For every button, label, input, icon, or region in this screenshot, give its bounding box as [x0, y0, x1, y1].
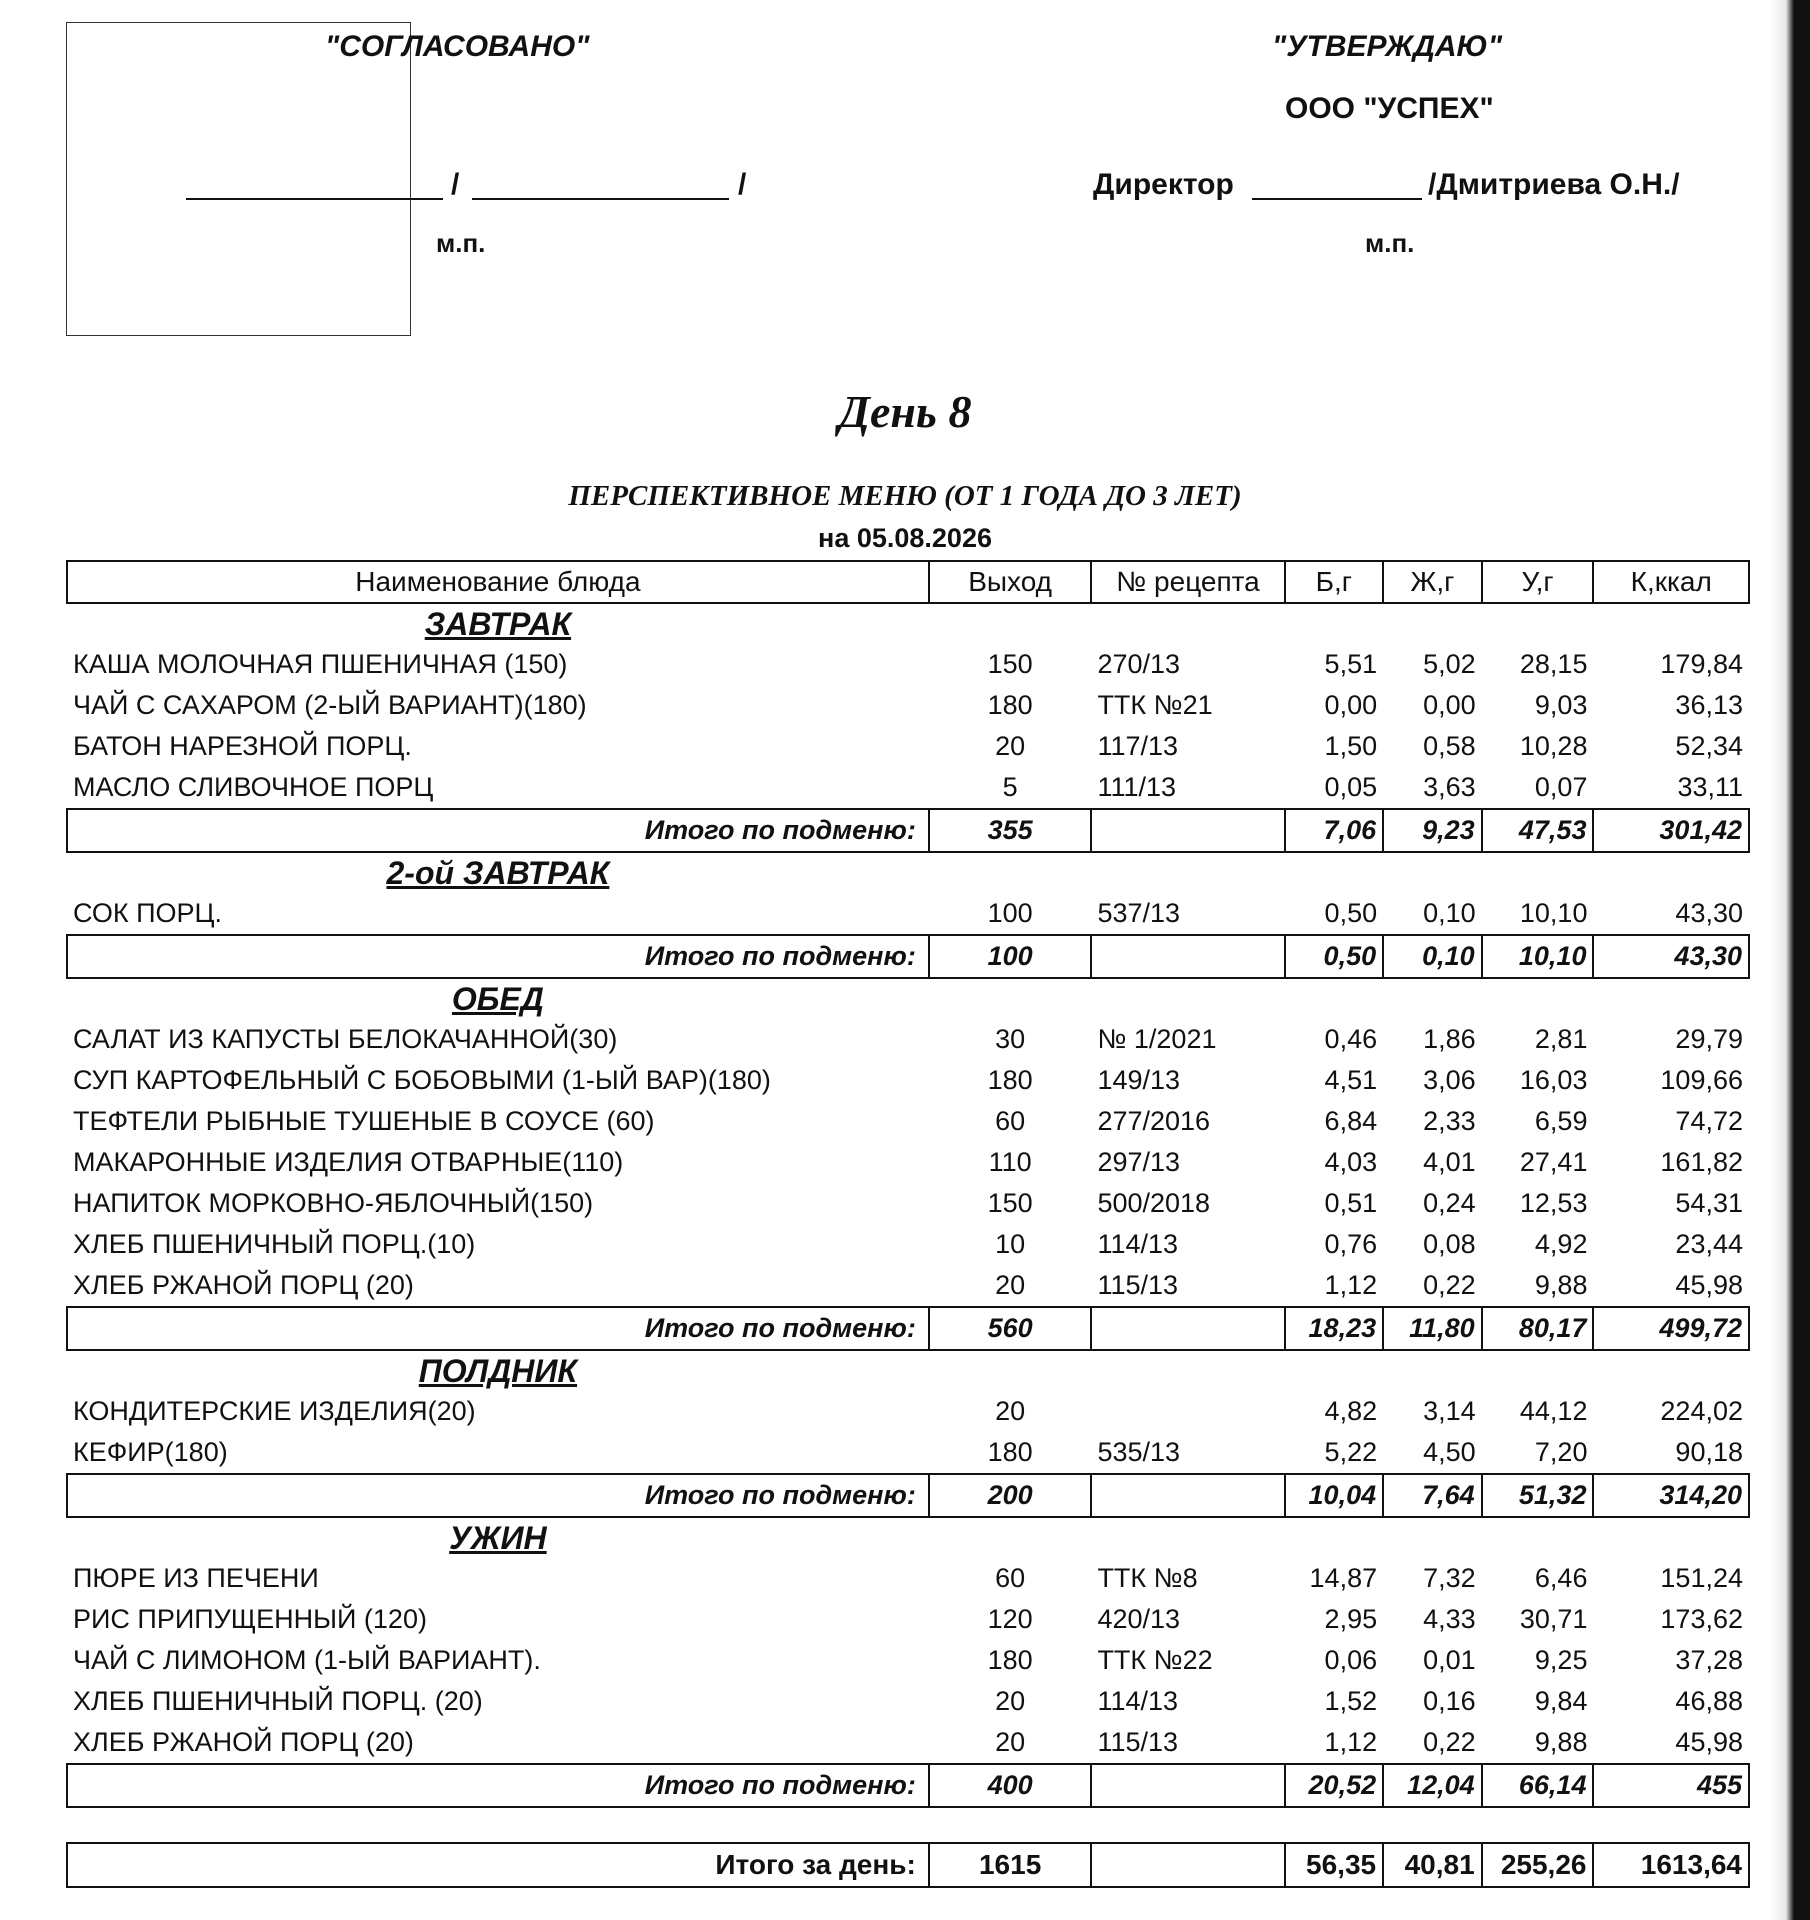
- table-row: [67, 1142, 1749, 1183]
- fat-value: 4,01: [1423, 1147, 1476, 1177]
- kcal-value: 173,62: [1660, 1604, 1743, 1634]
- table-row: [67, 1432, 1749, 1474]
- column-header: Выход: [929, 561, 1092, 603]
- empty-cell: [1593, 978, 1749, 1019]
- column-header: У,г: [1482, 561, 1594, 603]
- empty-cell: [1091, 1350, 1284, 1391]
- fat-value: 4,50: [1423, 1437, 1476, 1467]
- dish-name: ЧАЙ С САХАРОМ (2-ЫЙ ВАРИАНТ)(180): [73, 690, 587, 720]
- portion-output: 20: [995, 1270, 1026, 1300]
- carbs-value: 6,59: [1534, 1106, 1588, 1136]
- dish-name: ЧАЙ С ЛИМОНОМ (1-ЫЙ ВАРИАНТ).: [73, 1645, 541, 1675]
- table-row: [67, 644, 1749, 685]
- kcal-value: 45,98: [1675, 1270, 1743, 1300]
- fat-value: 5,02: [1423, 649, 1476, 679]
- kcal-value: 52,34: [1675, 731, 1743, 761]
- subtotal-label: Итого по подменю:: [67, 1307, 929, 1350]
- protein-value: 0,76: [1324, 1229, 1378, 1259]
- subtotal-row: [67, 1474, 1749, 1517]
- empty-cell: [1091, 1807, 1284, 1843]
- subtotal-protein: 7,06: [1285, 809, 1384, 852]
- kcal-value: 54,31: [1675, 1188, 1743, 1218]
- recipe-number: 149/13: [1097, 1065, 1181, 1095]
- stamp-box: [66, 22, 411, 336]
- dish-name: РИС ПРИПУЩЕННЫЙ (120): [73, 1604, 427, 1634]
- empty-cell: [1593, 852, 1749, 893]
- protein-value: 0,06: [1324, 1645, 1378, 1675]
- table-row: [67, 685, 1749, 726]
- dish-name: КАША МОЛОЧНАЯ ПШЕНИЧНАЯ (150): [73, 649, 568, 679]
- dish-name: ХЛЕБ ПШЕНИЧНЫЙ ПОРЦ.(10): [73, 1229, 476, 1259]
- subtotal-output: 100: [929, 935, 1092, 978]
- section-heading-row: [67, 1517, 1749, 1558]
- kcal-value: 161,82: [1660, 1147, 1743, 1177]
- recipe-number: 500/2018: [1097, 1188, 1211, 1218]
- table-row: [67, 1224, 1749, 1265]
- kcal-value: 33,11: [1677, 772, 1743, 802]
- menu-table: [66, 560, 1750, 1888]
- dish-name: СУП КАРТОФЕЛЬНЫЙ С БОБОВЫМИ (1-ЫЙ ВАР)(180): [73, 1065, 771, 1095]
- day-total-carbs: 255,26: [1482, 1843, 1594, 1887]
- day-total-recipe: [1091, 1843, 1284, 1887]
- subtotal-label: Итого по подменю:: [67, 935, 929, 978]
- subtotal-fat: 12,04: [1383, 1764, 1482, 1807]
- empty-cell: [1593, 1350, 1749, 1391]
- table-row: [67, 726, 1749, 767]
- subtotal-label: Итого по подменю:: [67, 1764, 929, 1807]
- carbs-value: 9,88: [1534, 1270, 1588, 1300]
- fat-value: 0,22: [1423, 1727, 1476, 1757]
- kcal-value: 46,88: [1675, 1686, 1743, 1716]
- kcal-value: 109,66: [1660, 1065, 1743, 1095]
- day-total-fat: 40,81: [1383, 1843, 1482, 1887]
- day-title: День 8: [838, 386, 972, 437]
- empty-cell: [1383, 1517, 1482, 1558]
- recipe-number: 114/13: [1097, 1686, 1179, 1716]
- director-name: /Дмитриева О.Н./: [1428, 168, 1680, 201]
- protein-value: 4,51: [1324, 1065, 1378, 1095]
- subtotal-label: Итого по подменю:: [67, 809, 929, 852]
- subtotal-carbs: 51,32: [1482, 1474, 1594, 1517]
- portion-output: 60: [995, 1106, 1026, 1136]
- subtotal-fat: 9,23: [1383, 809, 1482, 852]
- empty-cell: [1482, 1517, 1594, 1558]
- recipe-number: 535/13: [1097, 1437, 1181, 1467]
- carbs-value: 10,28: [1519, 731, 1588, 761]
- carbs-value: 4,92: [1534, 1229, 1588, 1259]
- table-row: [67, 1599, 1749, 1640]
- kcal-value: 179,84: [1660, 649, 1743, 679]
- empty-cell: [1383, 1350, 1482, 1391]
- protein-value: 1,52: [1324, 1686, 1378, 1716]
- recipe-number: 420/13: [1097, 1604, 1181, 1634]
- carbs-value: 9,25: [1534, 1645, 1588, 1675]
- signature-slash-2: /: [738, 168, 747, 201]
- subtotal-protein: 10,04: [1285, 1474, 1384, 1517]
- signature-line-2: [472, 198, 729, 200]
- empty-cell: [1285, 1350, 1384, 1391]
- carbs-value: 27,41: [1519, 1147, 1588, 1177]
- director-signature-line: [1252, 198, 1422, 200]
- carbs-value: 6,46: [1534, 1563, 1588, 1593]
- agreed-heading: "СОГЛАСОВАНО": [325, 30, 590, 63]
- dish-name: КОНДИТЕРСКИЕ ИЗДЕЛИЯ(20): [73, 1396, 476, 1426]
- dish-name: МАКАРОННЫЕ ИЗДЕЛИЯ ОТВАРНЫЕ(110): [73, 1147, 624, 1177]
- fat-value: 0,58: [1423, 731, 1476, 761]
- table-row: [67, 1019, 1749, 1060]
- empty-cell: [1091, 1517, 1284, 1558]
- fat-value: 3,14: [1423, 1396, 1476, 1426]
- kcal-value: 90,18: [1675, 1437, 1743, 1467]
- kcal-value: 36,13: [1675, 690, 1743, 720]
- subtotal-carbs: 10,10: [1482, 935, 1594, 978]
- menu-title: ПЕРСПЕКТИВНОЕ МЕНЮ (ОТ 1 ГОДА ДО 3 ЛЕТ): [568, 480, 1242, 512]
- portion-output: 180: [987, 1645, 1033, 1675]
- subtotal-carbs: 47,53: [1482, 809, 1594, 852]
- protein-value: 2,95: [1324, 1604, 1378, 1634]
- kcal-value: 29,79: [1675, 1024, 1743, 1054]
- subtotal-fat: 0,10: [1383, 935, 1482, 978]
- table-header-row: [67, 561, 1749, 603]
- subtotal-output: 355: [929, 809, 1092, 852]
- carbs-value: 44,12: [1519, 1396, 1588, 1426]
- subtotal-protein: 0,50: [1285, 935, 1384, 978]
- protein-value: 1,12: [1324, 1727, 1378, 1757]
- protein-value: 0,51: [1324, 1188, 1378, 1218]
- fat-value: 0,24: [1423, 1188, 1476, 1218]
- kcal-value: 224,02: [1660, 1396, 1743, 1426]
- carbs-value: 9,03: [1534, 690, 1588, 720]
- carbs-value: 28,15: [1519, 649, 1588, 679]
- table-row: [67, 1722, 1749, 1764]
- dish-name: ХЛЕБ РЖАНОЙ ПОРЦ (20): [73, 1270, 414, 1300]
- subtotal-recipe: [1091, 1307, 1284, 1350]
- subtotal-row: [67, 1307, 1749, 1350]
- section-title: УЖИН: [449, 1519, 547, 1556]
- protein-value: 4,82: [1324, 1396, 1378, 1426]
- kcal-value: 37,28: [1675, 1645, 1743, 1675]
- section-heading-row: [67, 603, 1749, 644]
- menu-date: на 05.08.2026: [818, 523, 992, 553]
- protein-value: 0,46: [1324, 1024, 1378, 1054]
- subtotal-output: 200: [929, 1474, 1092, 1517]
- recipe-number: ТТК №22: [1097, 1645, 1213, 1675]
- subtotal-fat: 7,64: [1383, 1474, 1482, 1517]
- subtotal-kcal: 301,42: [1593, 809, 1749, 852]
- empty-cell: [929, 1350, 1092, 1391]
- carbs-value: 16,03: [1519, 1065, 1588, 1095]
- empty-cell: [1593, 1517, 1749, 1558]
- empty-cell: [1285, 978, 1384, 1019]
- fat-value: 0,10: [1423, 898, 1476, 928]
- dish-name: КЕФИР(180): [73, 1437, 228, 1467]
- table-row: [67, 1183, 1749, 1224]
- subtotal-recipe: [1091, 935, 1284, 978]
- fat-value: 0,16: [1423, 1686, 1476, 1716]
- portion-output: 180: [987, 1437, 1033, 1467]
- table-row: [67, 1060, 1749, 1101]
- column-header: Б,г: [1285, 561, 1384, 603]
- empty-cell: [929, 603, 1092, 644]
- subtotal-recipe: [1091, 809, 1284, 852]
- empty-cell: [1482, 1350, 1594, 1391]
- carbs-value: 30,71: [1519, 1604, 1588, 1634]
- fat-value: 3,06: [1423, 1065, 1476, 1095]
- empty-cell: [1482, 1807, 1594, 1843]
- dish-name: БАТОН НАРЕЗНОЙ ПОРЦ.: [73, 731, 412, 761]
- portion-output: 110: [988, 1147, 1032, 1177]
- fat-value: 0,01: [1423, 1645, 1476, 1675]
- dish-name: САЛАТ ИЗ КАПУСТЫ БЕЛОКАЧАННОЙ(30): [73, 1024, 618, 1054]
- carbs-value: 0,07: [1534, 772, 1588, 802]
- kcal-value: 23,44: [1675, 1229, 1743, 1259]
- subtotal-kcal: 314,20: [1593, 1474, 1749, 1517]
- empty-cell: [1383, 852, 1482, 893]
- protein-value: 0,00: [1324, 690, 1378, 720]
- fat-value: 3,63: [1423, 772, 1476, 802]
- stamp-place-left: м.п.: [436, 228, 486, 258]
- subtotal-label: Итого по подменю:: [67, 1474, 929, 1517]
- stamp-place-right: м.п.: [1365, 228, 1415, 258]
- protein-value: 14,87: [1309, 1563, 1378, 1593]
- portion-output: 150: [987, 649, 1033, 679]
- subtotal-output: 560: [929, 1307, 1092, 1350]
- subtotal-protein: 20,52: [1285, 1764, 1384, 1807]
- subtotal-kcal: 499,72: [1593, 1307, 1749, 1350]
- portion-output: 150: [987, 1188, 1033, 1218]
- subtotal-row: [67, 809, 1749, 852]
- subtotal-carbs: 66,14: [1482, 1764, 1594, 1807]
- empty-cell: [929, 1807, 1092, 1843]
- portion-output: 20: [995, 1727, 1026, 1757]
- column-header: № рецепта: [1091, 561, 1284, 603]
- empty-cell: [1383, 1807, 1482, 1843]
- empty-cell: [1383, 978, 1482, 1019]
- protein-value: 0,05: [1324, 772, 1378, 802]
- section-title: ПОЛДНИК: [418, 1352, 578, 1389]
- recipe-number: 277/2016: [1097, 1106, 1211, 1136]
- approve-heading: "УТВЕРЖДАЮ": [1272, 30, 1503, 63]
- recipe-number: [1091, 1391, 1284, 1432]
- table-row: [67, 767, 1749, 809]
- empty-cell: [1593, 1807, 1749, 1843]
- organization-name: ООО "УСПЕХ": [1285, 92, 1494, 125]
- protein-value: 5,22: [1324, 1437, 1378, 1467]
- portion-output: 10: [995, 1229, 1026, 1259]
- empty-cell: [1383, 603, 1482, 644]
- empty-cell: [1482, 978, 1594, 1019]
- signature-slash-1: /: [451, 168, 460, 201]
- table-row: [67, 1265, 1749, 1307]
- portion-output: 100: [987, 898, 1033, 928]
- portion-output: 180: [987, 1065, 1033, 1095]
- subtotal-recipe: [1091, 1474, 1284, 1517]
- subtotal-kcal: 455: [1593, 1764, 1749, 1807]
- fat-value: 7,32: [1423, 1563, 1476, 1593]
- table-row: [67, 1101, 1749, 1142]
- subtotal-row: [67, 935, 1749, 978]
- subtotal-fat: 11,80: [1383, 1307, 1482, 1350]
- protein-value: 1,50: [1324, 731, 1378, 761]
- section-title: ОБЕД: [451, 980, 544, 1017]
- table-row: [67, 1640, 1749, 1681]
- recipe-number: 537/13: [1097, 898, 1181, 928]
- empty-cell: [1285, 852, 1384, 893]
- portion-output: 180: [987, 690, 1033, 720]
- dish-name: ХЛЕБ РЖАНОЙ ПОРЦ (20): [73, 1727, 414, 1757]
- dish-name: ТЕФТЕЛИ РЫБНЫЕ ТУШЕНЫЕ В СОУСЕ (60): [73, 1106, 655, 1136]
- carbs-value: 2,81: [1534, 1024, 1588, 1054]
- empty-cell: [1091, 978, 1284, 1019]
- kcal-value: 43,30: [1675, 898, 1743, 928]
- menu-body: [67, 603, 1749, 1887]
- table-row: [67, 1558, 1749, 1599]
- column-header: К,ккал: [1593, 561, 1749, 603]
- kcal-value: 151,24: [1660, 1563, 1743, 1593]
- column-header: Ж,г: [1383, 561, 1482, 603]
- subtotal-carbs: 80,17: [1482, 1307, 1594, 1350]
- dish-name: НАПИТОК МОРКОВНО-ЯБЛОЧНЫЙ(150): [73, 1188, 594, 1218]
- section-heading-row: [67, 978, 1749, 1019]
- portion-output: 30: [995, 1024, 1026, 1054]
- section-heading-row: [67, 1350, 1749, 1391]
- fat-value: 1,86: [1423, 1024, 1476, 1054]
- recipe-number: 115/13: [1097, 1270, 1179, 1300]
- fat-value: 0,22: [1423, 1270, 1476, 1300]
- dish-name: МАСЛО СЛИВОЧНОЕ ПОРЦ: [73, 772, 434, 802]
- section-title: 2-ой ЗАВТРАК: [386, 854, 610, 891]
- empty-cell: [1285, 603, 1384, 644]
- carbs-value: 9,84: [1534, 1686, 1588, 1716]
- recipe-number: 117/13: [1097, 731, 1179, 761]
- empty-cell: [929, 978, 1092, 1019]
- empty-cell: [1593, 603, 1749, 644]
- day-total-row: [67, 1843, 1749, 1887]
- fat-value: 2,33: [1423, 1106, 1476, 1136]
- dish-name: СОК ПОРЦ.: [73, 898, 223, 928]
- recipe-number: 270/13: [1097, 649, 1181, 679]
- protein-value: 5,51: [1324, 649, 1378, 679]
- subtotal-protein: 18,23: [1285, 1307, 1384, 1350]
- portion-output: 20: [995, 1686, 1026, 1716]
- empty-cell: [1482, 852, 1594, 893]
- carbs-value: 7,20: [1534, 1437, 1588, 1467]
- empty-cell: [1285, 1517, 1384, 1558]
- protein-value: 1,12: [1324, 1270, 1378, 1300]
- portion-output: 120: [987, 1604, 1033, 1634]
- recipe-number: 111/13: [1097, 772, 1177, 802]
- section-title: ЗАВТРАК: [424, 605, 572, 642]
- portion-output: 20: [995, 731, 1026, 761]
- table-row: [67, 1391, 1749, 1432]
- subtotal-row: [67, 1764, 1749, 1807]
- carbs-value: 12,53: [1519, 1188, 1588, 1218]
- day-total-output: 1615: [929, 1843, 1092, 1887]
- signature-line-1: [186, 198, 443, 200]
- scan-edge: [1770, 0, 1810, 1920]
- column-header: Наименование блюда: [67, 561, 929, 603]
- kcal-value: 45,98: [1675, 1727, 1743, 1757]
- recipe-number: 115/13: [1097, 1727, 1179, 1757]
- kcal-value: 74,72: [1675, 1106, 1743, 1136]
- fat-value: 4,33: [1423, 1604, 1476, 1634]
- protein-value: 6,84: [1324, 1106, 1378, 1136]
- subtotal-output: 400: [929, 1764, 1092, 1807]
- day-total-protein: 56,35: [1285, 1843, 1384, 1887]
- protein-value: 4,03: [1324, 1147, 1378, 1177]
- carbs-value: 10,10: [1519, 898, 1588, 928]
- empty-cell: [1091, 852, 1284, 893]
- recipe-number: ТТК №21: [1097, 690, 1213, 720]
- empty-cell: [1285, 1807, 1384, 1843]
- empty-cell: [929, 852, 1092, 893]
- table-row: [67, 1681, 1749, 1722]
- fat-value: 0,00: [1423, 690, 1476, 720]
- dish-name: ПЮРЕ ИЗ ПЕЧЕНИ: [73, 1563, 319, 1593]
- spacer-row: [67, 1807, 1749, 1843]
- empty-cell: [67, 1807, 929, 1843]
- fat-value: 0,08: [1423, 1229, 1476, 1259]
- portion-output: 20: [995, 1396, 1026, 1426]
- recipe-number: ТТК №8: [1097, 1563, 1198, 1593]
- director-label: Директор: [1093, 168, 1234, 201]
- protein-value: 0,50: [1324, 898, 1378, 928]
- carbs-value: 9,88: [1534, 1727, 1588, 1757]
- recipe-number: 114/13: [1097, 1229, 1179, 1259]
- table-row: [67, 893, 1749, 935]
- empty-cell: [1091, 603, 1284, 644]
- dish-name: ХЛЕБ ПШЕНИЧНЫЙ ПОРЦ. (20): [73, 1686, 483, 1716]
- portion-output: 60: [995, 1563, 1026, 1593]
- empty-cell: [1482, 603, 1594, 644]
- subtotal-recipe: [1091, 1764, 1284, 1807]
- portion-output: 5: [1002, 772, 1018, 802]
- subtotal-kcal: 43,30: [1593, 935, 1749, 978]
- empty-cell: [929, 1517, 1092, 1558]
- section-heading-row: [67, 852, 1749, 893]
- day-total-label: Итого за день:: [67, 1843, 929, 1887]
- recipe-number: 297/13: [1097, 1147, 1181, 1177]
- day-total-kcal: 1613,64: [1593, 1843, 1749, 1887]
- recipe-number: № 1/2021: [1097, 1024, 1217, 1054]
